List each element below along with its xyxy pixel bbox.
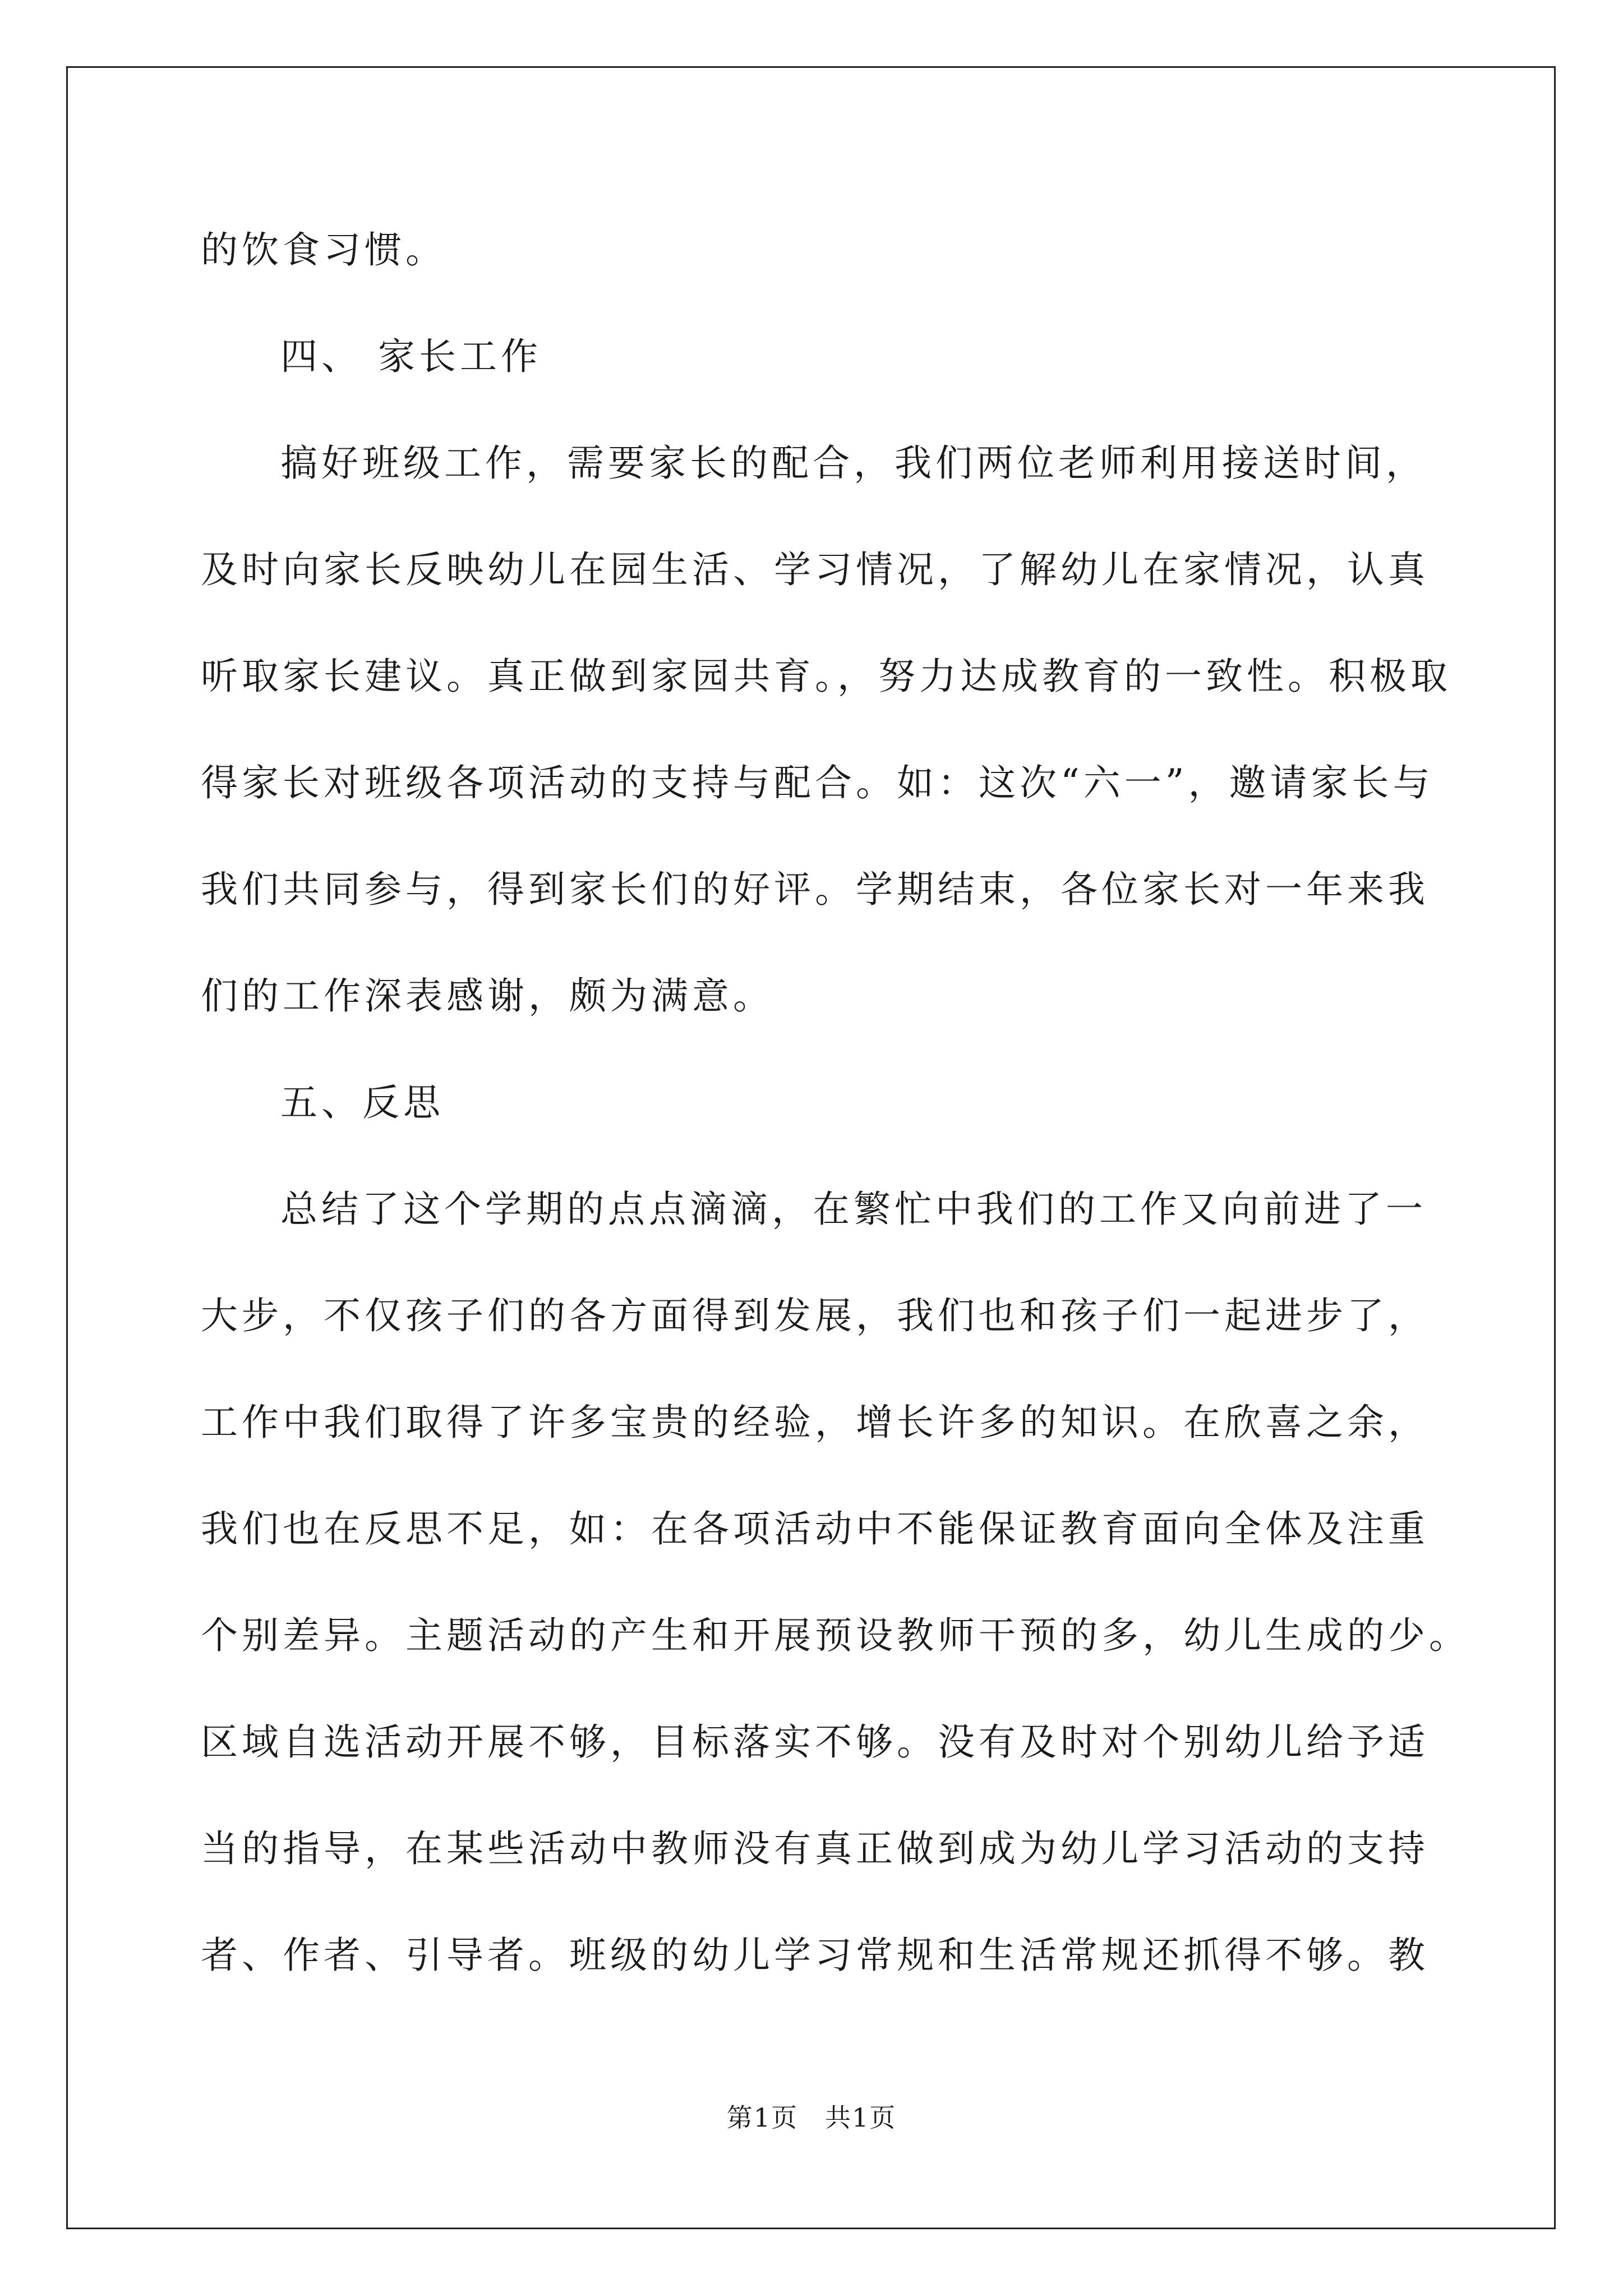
text-line: 工作中我们取得了许多宝贵的经验，增长许多的知识。在欣喜之余，	[201, 1401, 1429, 1444]
text-line: 区域自选活动开展不够，目标落实不够。没有及时对个别幼儿给予适	[201, 1720, 1429, 1764]
text-line: 总结了这个学期的点点滴滴，在繁忙中我们的工作又向前进了一	[280, 1188, 1427, 1231]
page-number-current: 第1页	[726, 2102, 798, 2133]
page-footer	[0, 2101, 1623, 2134]
text-line: 我们也在反思不足，如：在各项活动中不能保证教育面向全体及注重	[201, 1507, 1429, 1550]
text-line: 搞好班级工作，需要家长的配合，我们两位老师利用接送时间，	[280, 441, 1427, 485]
text-line: 及时向家长反映幼儿在园生活、学习情况，了解幼儿在家情况，认真	[201, 548, 1429, 591]
text-line: 个别差异。主题活动的产生和开展预设教师干预的多，幼儿生成的少。	[201, 1614, 1470, 1657]
text-line: 我们共同参与，得到家长们的好评。学期结束，各位家长对一年来我	[201, 868, 1429, 911]
text-line: 大步，不仅孩子们的各方面得到发展，我们也和孩子们一起进步了，	[201, 1294, 1429, 1337]
text-line: 的饮食习惯。	[201, 228, 446, 272]
page-border	[66, 66, 1556, 2229]
page-number-total: 共1页	[825, 2102, 897, 2133]
section-heading-parent-work: 四、 家长工作	[280, 335, 542, 378]
text-line: 当的指导，在某些活动中教师没有真正做到成为幼儿学习活动的支持	[201, 1827, 1429, 1870]
text-line: 者、作者、引导者。班级的幼儿学习常规和生活常规还抓得不够。教	[201, 1934, 1429, 1977]
text-line: 们的工作深表感谢，颇为满意。	[201, 974, 774, 1018]
section-heading-reflection: 五、反思	[280, 1081, 444, 1124]
text-line: 得家长对班级各项活动的支持与配合。如：这次“六一”，邀请家长与	[201, 761, 1434, 804]
text-line: 听取家长建议。真正做到家园共育。，努力达成教育的一致性。积极取	[201, 655, 1451, 698]
